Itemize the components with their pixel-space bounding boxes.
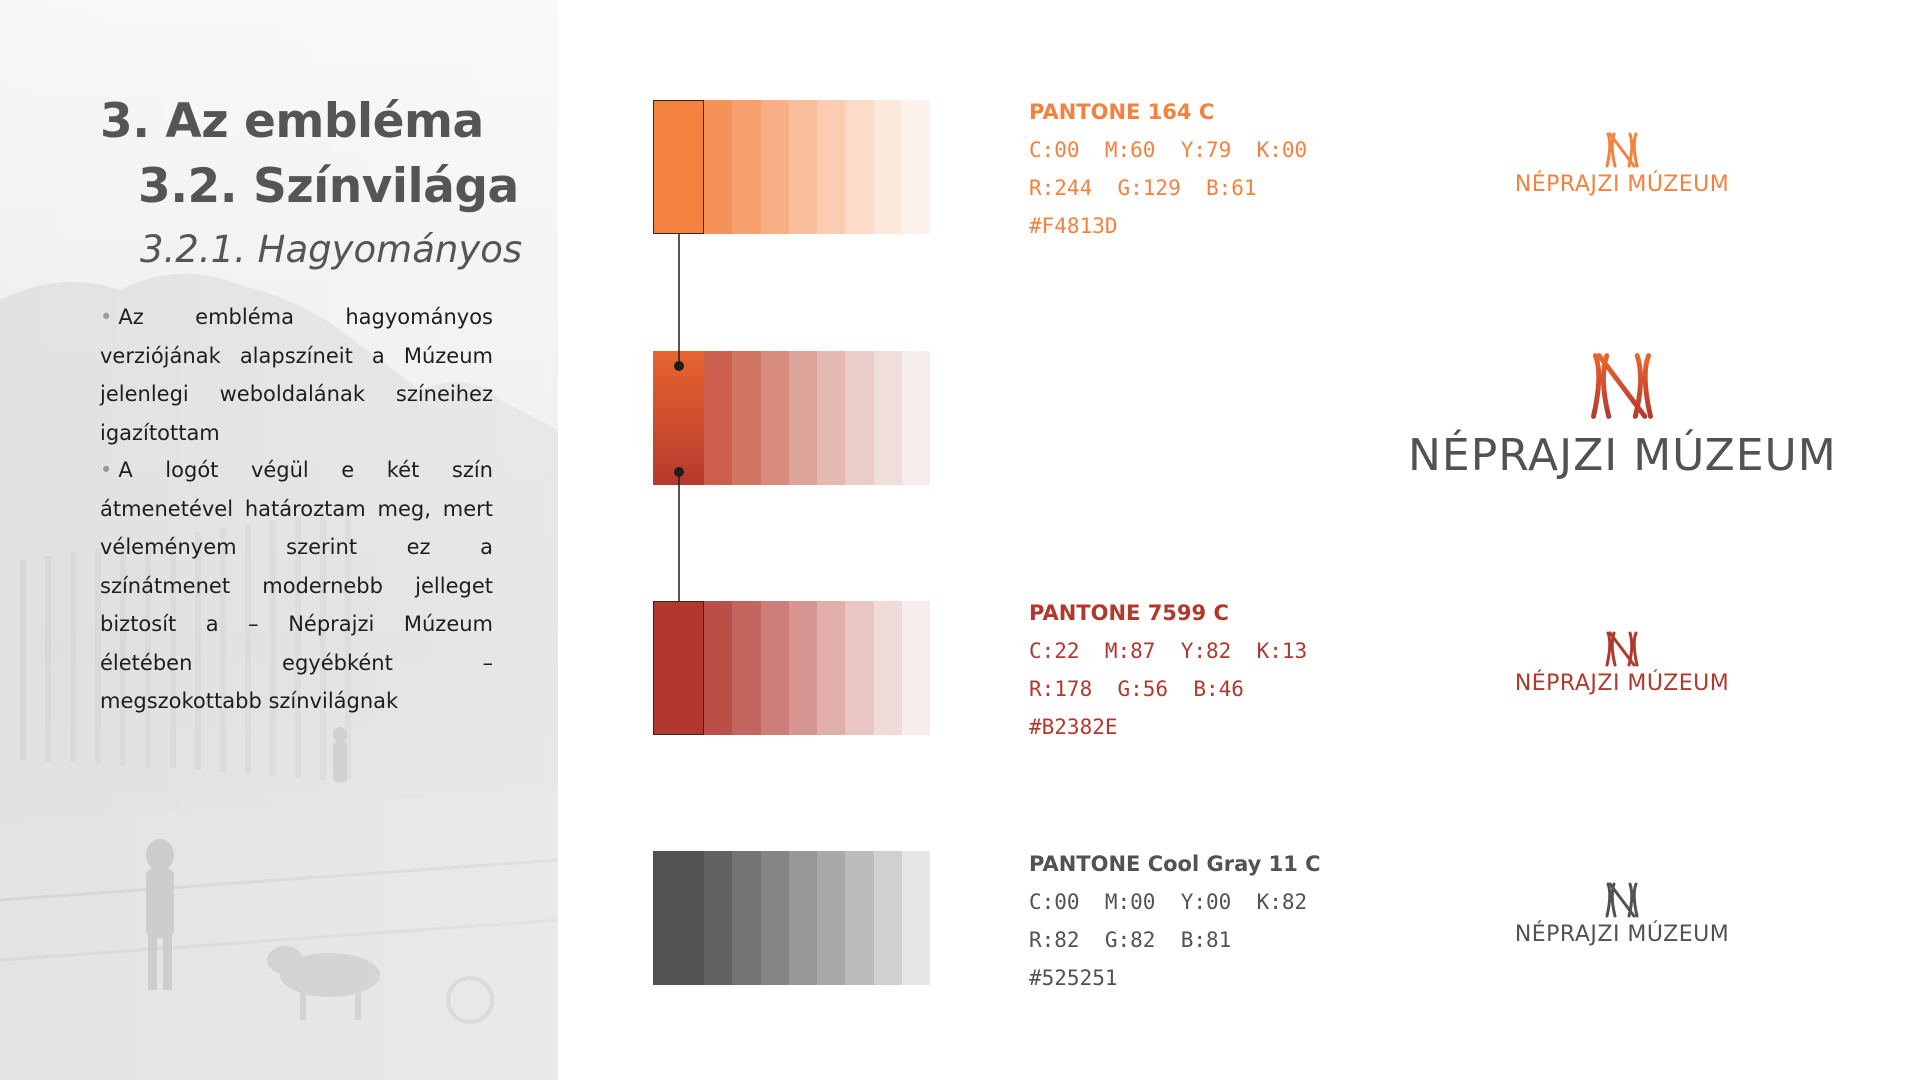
color-info-orange — [1029, 93, 1307, 245]
color-info-gray — [1029, 845, 1321, 997]
n-emblem-icon — [1584, 348, 1660, 424]
logo-orange — [1472, 130, 1772, 197]
cmyk-value: C:00 M:00 Y:00 K:82 — [1029, 890, 1308, 914]
pantone-name: PANTONE Cool Gray 11 C — [1029, 852, 1321, 876]
section-title: 3. Az embléma — [100, 94, 484, 149]
n-emblem-icon — [1602, 629, 1642, 669]
n-emblem-icon — [1602, 130, 1642, 170]
section-subsubtitle: 3.2.1. Hagyományos — [140, 228, 523, 271]
color-info-red — [1029, 594, 1307, 746]
bullet-icon: • — [100, 305, 113, 329]
logo-gray — [1472, 880, 1772, 947]
cmyk-value: C:00 M:60 Y:79 K:00 — [1029, 138, 1308, 162]
connector-dot — [674, 361, 684, 371]
logo-text: NÉPRAJZI MÚZEUM — [1514, 172, 1730, 197]
logo-text: NÉPRAJZI MÚZEUM — [1408, 430, 1837, 481]
paragraph-text: A logót végül e két szín átmenetével határoztam meg, mert véleményem szerint ez a színátmenet modernebb jelleget biztosít a – Néprajzi Múzeum életében egyébként – megszokottabb színvilágnak — [100, 458, 493, 713]
pantone-name: PANTONE 164 C — [1029, 100, 1215, 124]
bullet-icon: • — [100, 458, 113, 482]
rgb-value: R:244 G:129 B:61 — [1029, 176, 1257, 200]
n-emblem-icon — [1602, 880, 1642, 920]
connector-dot — [674, 467, 684, 477]
pantone-name: PANTONE 7599 C — [1029, 601, 1229, 625]
logo-text: NÉPRAJZI MÚZEUM — [1514, 922, 1730, 947]
paragraph-text: Az embléma hagyományos verziójának alapszíneit a Múzeum jelenlegi weboldalának színeihez igazítottam — [100, 305, 493, 445]
logo-red — [1472, 629, 1772, 696]
logo-gradient-large — [1408, 348, 1836, 481]
hex-value: #F4813D — [1029, 214, 1118, 238]
rgb-value: R:82 G:82 B:81 — [1029, 928, 1232, 952]
section-subtitle: 3.2. Színvilága — [138, 159, 519, 214]
hex-value: #B2382E — [1029, 715, 1118, 739]
logo-text: NÉPRAJZI MÚZEUM — [1514, 671, 1730, 696]
cmyk-value: C:22 M:87 Y:82 K:13 — [1029, 639, 1308, 663]
rgb-value: R:178 G:56 B:46 — [1029, 677, 1244, 701]
hex-value: #525251 — [1029, 966, 1118, 990]
